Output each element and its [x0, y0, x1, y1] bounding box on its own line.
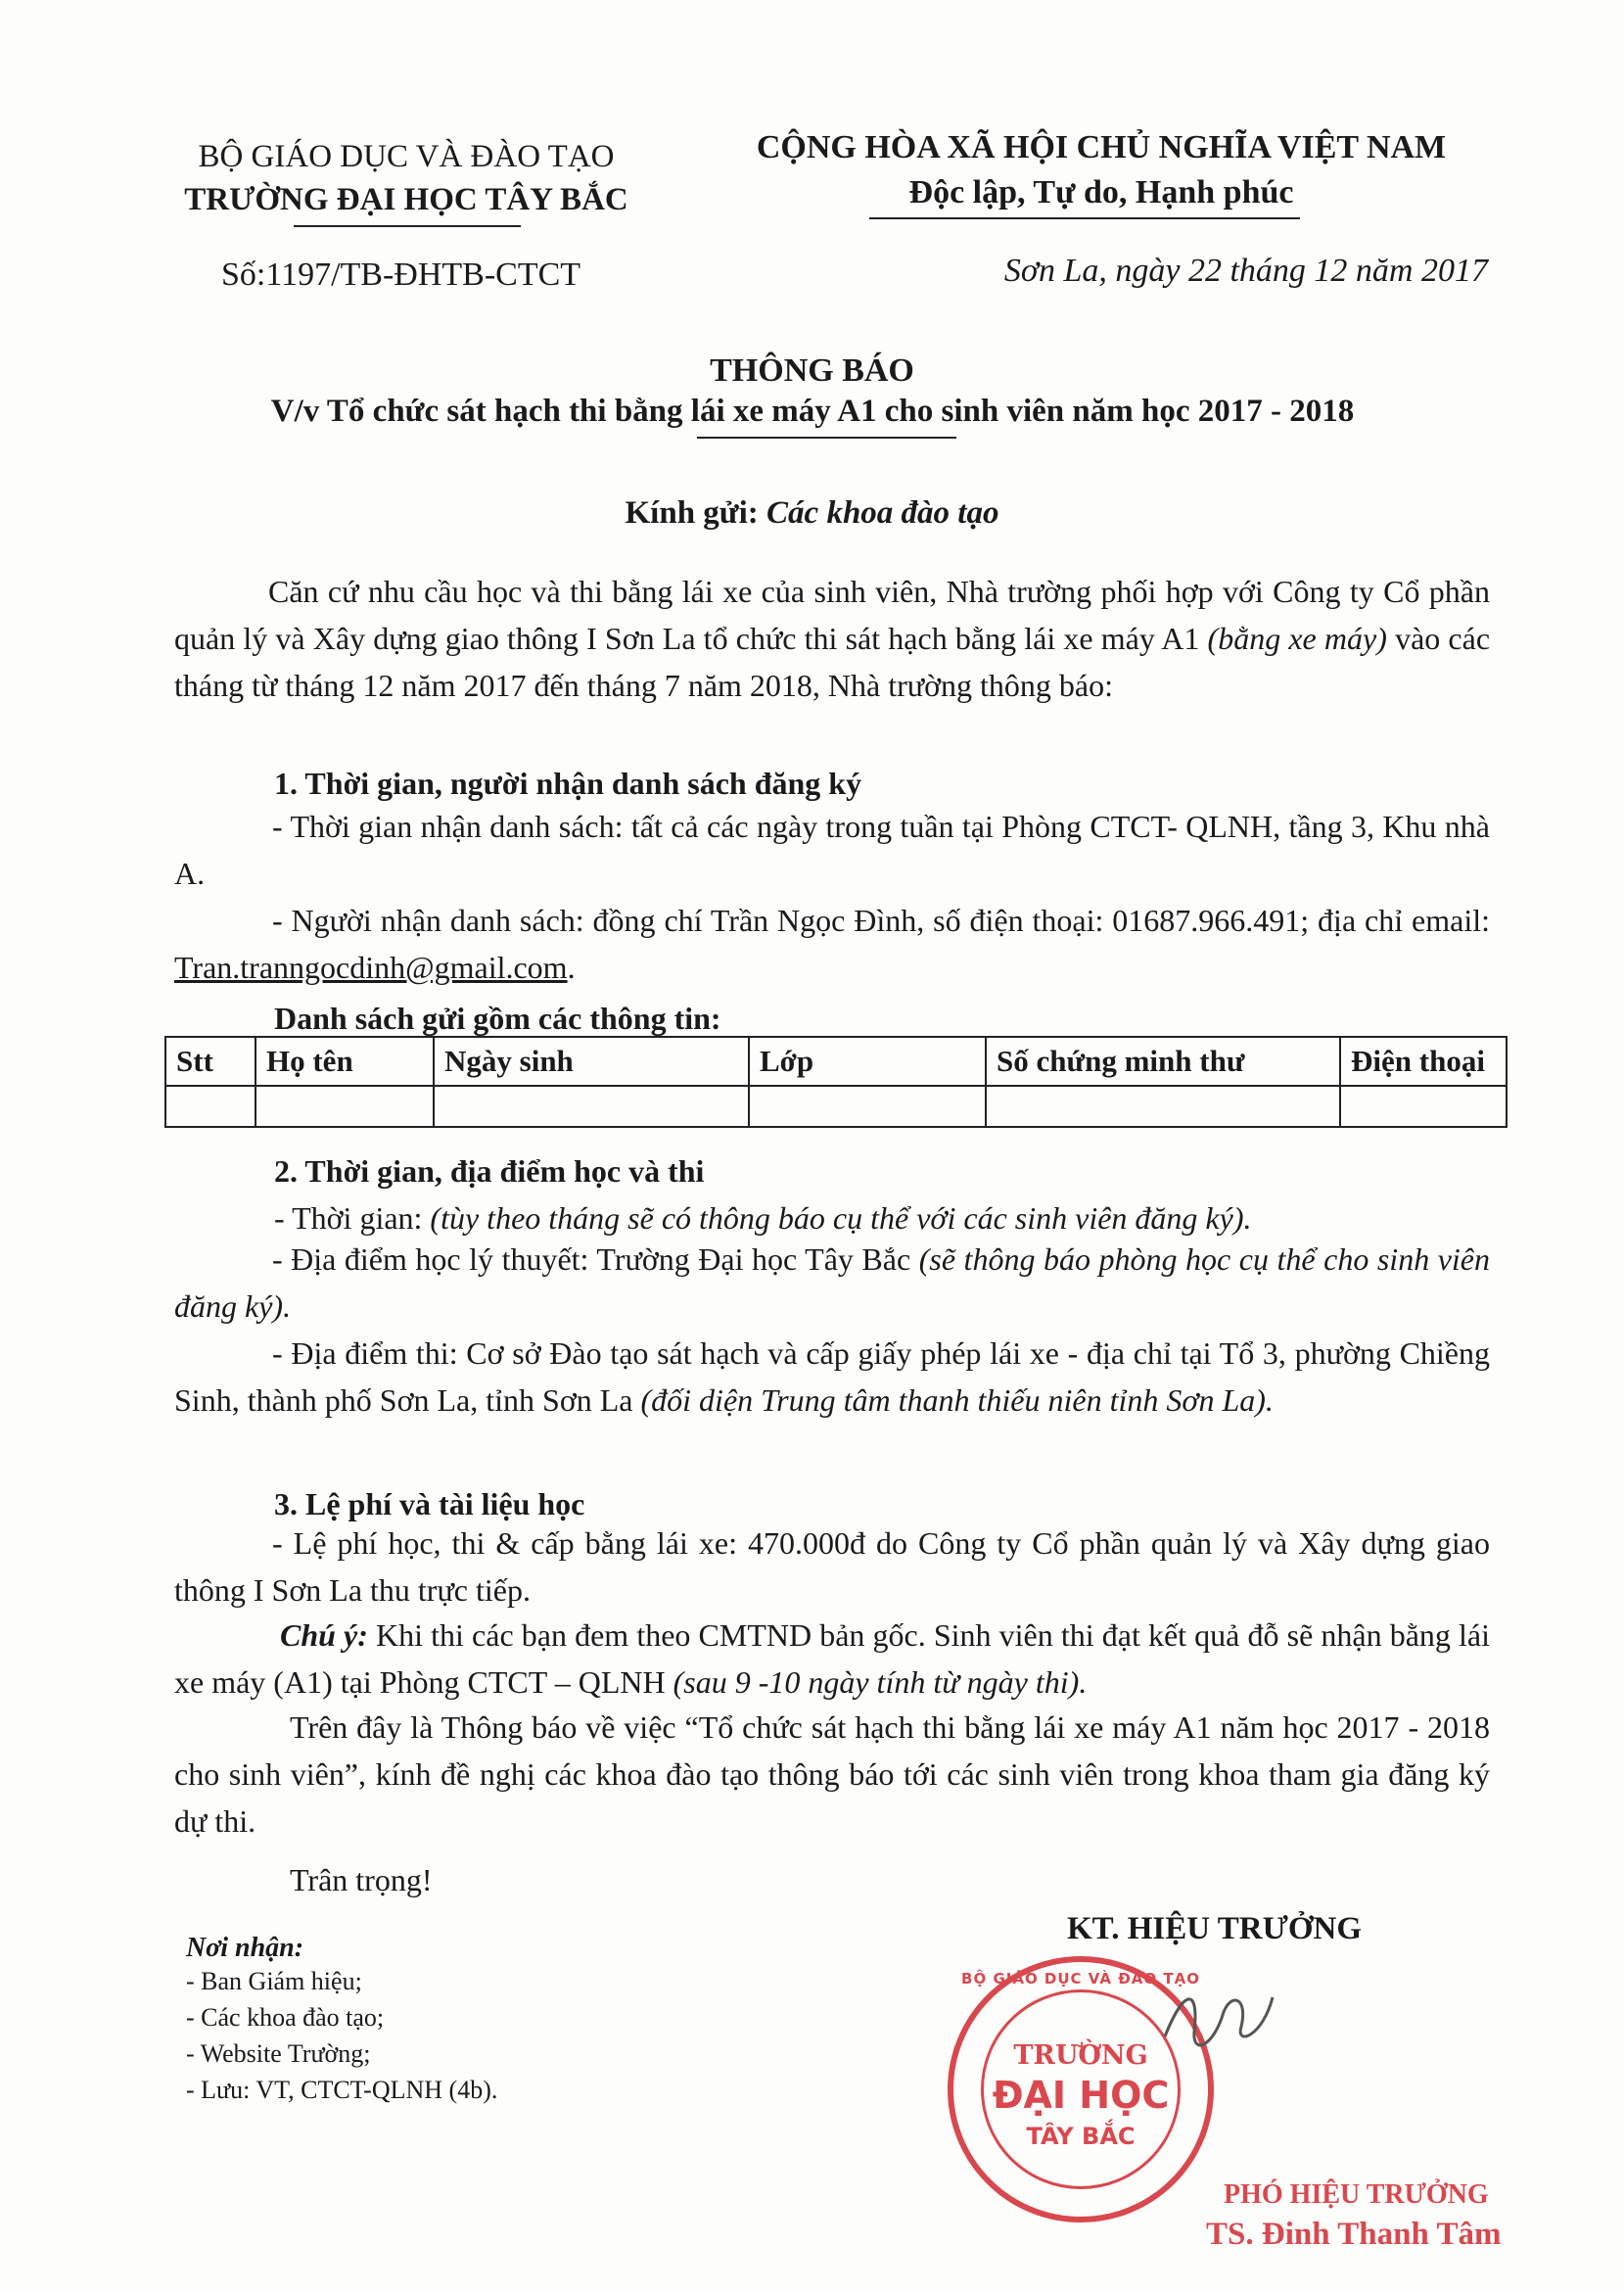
intro-text-2: vào các tháng từ tháng 12 năm 2017 đến tháng 7 năm 2018, Nhà trường thông báo:: [174, 621, 1491, 703]
section3-note: [174, 1612, 1490, 1706]
school-name: TRƯỜNG ĐẠI HỌC TÂY BẮC: [184, 182, 628, 217]
regards: Trân trọng!: [290, 1862, 433, 1897]
table-cell: [986, 1086, 1340, 1127]
subject-underline: [697, 437, 956, 439]
list-label: Danh sách gửi gồm các thông tin:: [274, 1001, 721, 1036]
section2-theory: [174, 1236, 1490, 1330]
recipient-label: Kính gửi:: [625, 495, 759, 531]
section3-fee: - Lệ phí học, thi & cấp bằng lái xe: 470.000đ do Công ty Cổ phần quản lý và Xây dựng giao thông I Sơn La thu trực tiếp.: [174, 1525, 1490, 1608]
section1-person: - Người nhận danh sách: đồng chí Trần Ngọc Đình, số điện thoại: 01687.966.491; địa chỉ email: Tran.tranngocdinh@gmail.com.: [174, 903, 1490, 985]
place-date: Sơn La, ngày 22 tháng 12 năm 2017: [1003, 253, 1488, 289]
on-behalf-title: KT. HIỆU TRƯỞNG: [1067, 1911, 1363, 1946]
col-phone: Điện thoại: [1340, 1037, 1507, 1086]
school-underline: [294, 225, 521, 227]
document-number: Số:1197/TB-ĐHTB-CTCT: [221, 257, 581, 293]
contact-email[interactable]: Tran.tranngocdinh@gmail.com: [174, 950, 568, 985]
seal-top-text: BỘ GIÁO DỤC VÀ ĐÀO TẠO: [961, 1970, 1200, 1988]
list-item: - Lưu: VT, CTCT-QLNH (4b).: [186, 2076, 498, 2104]
section2-exam-text: - Địa điểm thi: Cơ sở Đào tạo sát hạch và cấp giấy phép lái xe - địa chỉ tại Tổ 3, phường Chiềng Sinh, thành phố Sơn La, tỉnh Sơn La: [174, 1335, 1490, 1418]
registration-table: [164, 1036, 1508, 1128]
intro-paragraph: [174, 568, 1490, 709]
section2-exam: [174, 1330, 1490, 1424]
table-cell: [255, 1086, 434, 1127]
header-left: [147, 135, 666, 221]
signature-scribble: [1155, 1978, 1282, 2066]
signer-position: PHÓ HIỆU TRƯỞNG: [1224, 2179, 1489, 2210]
section2-time-label: - Thời gian:: [274, 1200, 423, 1236]
distribution-label: Nơi nhận:: [186, 1933, 304, 1963]
col-id-number: Số chứng minh thư: [986, 1037, 1340, 1086]
section3-heading: 3. Lệ phí và tài liệu học: [274, 1486, 585, 1521]
col-stt: Stt: [165, 1037, 255, 1086]
closing-paragraph: Trên đây là Thông báo về việc “Tổ chức sát hạch thi bằng lái xe máy A1 năm học 2017 - 2018 cho sinh viên”, kính đề nghị các khoa đào tạo thông báo tới các sinh viên trong khoa tham gia đăng ký dự thi.: [174, 1709, 1490, 1839]
table-cell: [749, 1086, 986, 1127]
table-cell: [1340, 1086, 1507, 1127]
intro-italic: (bằng xe máy): [1207, 621, 1387, 656]
section1-person-text: - Người nhận danh sách: đồng chí Trần Ngọc Đình, số điện thoại: 01687.966.491; địa chỉ email:: [272, 903, 1490, 938]
seal-line-1: TRƯỜNG: [1013, 2040, 1148, 2071]
table-cell: [434, 1086, 749, 1127]
distribution-list: [186, 1963, 497, 2108]
recipient-line: [0, 495, 1624, 532]
section2-theory-text: - Địa điểm học lý thuyết: Trường Đại học Tây Bắc: [272, 1241, 911, 1277]
seal-line-3: TÂY BẮC: [1026, 2123, 1136, 2150]
section2-time: [274, 1200, 1251, 1237]
motto-underline: [869, 217, 1300, 219]
section2-exam-italic: (đối diện Trung tâm thanh thiếu niên tỉnh Sơn La).: [640, 1382, 1274, 1418]
list-item: - Các khoa đào tạo;: [186, 2003, 385, 2032]
note-label: Chú ý:: [280, 1617, 368, 1653]
col-class: Lớp: [749, 1037, 986, 1086]
section2-theory-italic: (sẽ thông báo phòng học cụ thể cho sinh viên đăng ký).: [174, 1241, 1491, 1324]
header-right: [685, 125, 1517, 215]
section2-time-italic: (tùy theo tháng sẽ có thông báo cụ thể với các sinh viên đăng ký).: [430, 1200, 1252, 1236]
ministry-name: BỘ GIÁO DỤC VÀ ĐÀO TẠO: [198, 139, 615, 174]
table-row: [165, 1086, 1507, 1127]
col-birthdate: Ngày sinh: [434, 1037, 749, 1086]
recipient-value: Các khoa đào tạo: [766, 495, 999, 531]
doc-title: THÔNG BÁO: [710, 352, 914, 389]
list-item: - Website Trường;: [186, 2039, 371, 2068]
signer-name: TS. Đinh Thanh Tâm: [1206, 2217, 1502, 2252]
national-motto: Độc lập, Tự do, Hạnh phúc: [908, 174, 1294, 210]
seal-line-2: ĐẠI HỌC: [992, 2074, 1170, 2117]
col-name: Họ tên: [255, 1037, 434, 1086]
note-italic: (sau 9 -10 ngày tính từ ngày thi).: [673, 1664, 1088, 1700]
section2-heading: 2. Thời gian, địa điểm học và thi: [274, 1153, 705, 1189]
doc-subject: V/v Tổ chức sát hạch thi bằng lái xe máy A1 cho sinh viên năm học 2017 - 2018: [270, 394, 1355, 429]
section1-time: - Thời gian nhận danh sách: tất cả các ngày trong tuần tại Phòng CTCT- QLNH, tầng 3, Khu nhà A.: [174, 809, 1490, 891]
section1-heading: 1. Thời gian, người nhận danh sách đăng ký: [274, 766, 862, 801]
table-cell: [165, 1086, 255, 1127]
intro-text: Căn cứ nhu cầu học và thi bằng lái xe của sinh viên, Nhà trường phối hợp với Công ty Cổ phần quản lý và Xây dựng giao thông I Sơn La tổ chức thi sát hạch bằng lái xe máy A1: [174, 574, 1490, 656]
table-header-row: [165, 1037, 1507, 1086]
note-text: Khi thi các bạn đem theo CMTND bản gốc. Sinh viên thi đạt kết quả đỗ sẽ nhận bằng lái xe máy (A1) tại Phòng CTCT – QLNH: [174, 1617, 1491, 1700]
republic-name: CỘNG HÒA XÃ HỘI CHỦ NGHĨA VIỆT NAM: [756, 129, 1447, 165]
list-item: - Ban Giám hiệu;: [186, 1967, 362, 1995]
